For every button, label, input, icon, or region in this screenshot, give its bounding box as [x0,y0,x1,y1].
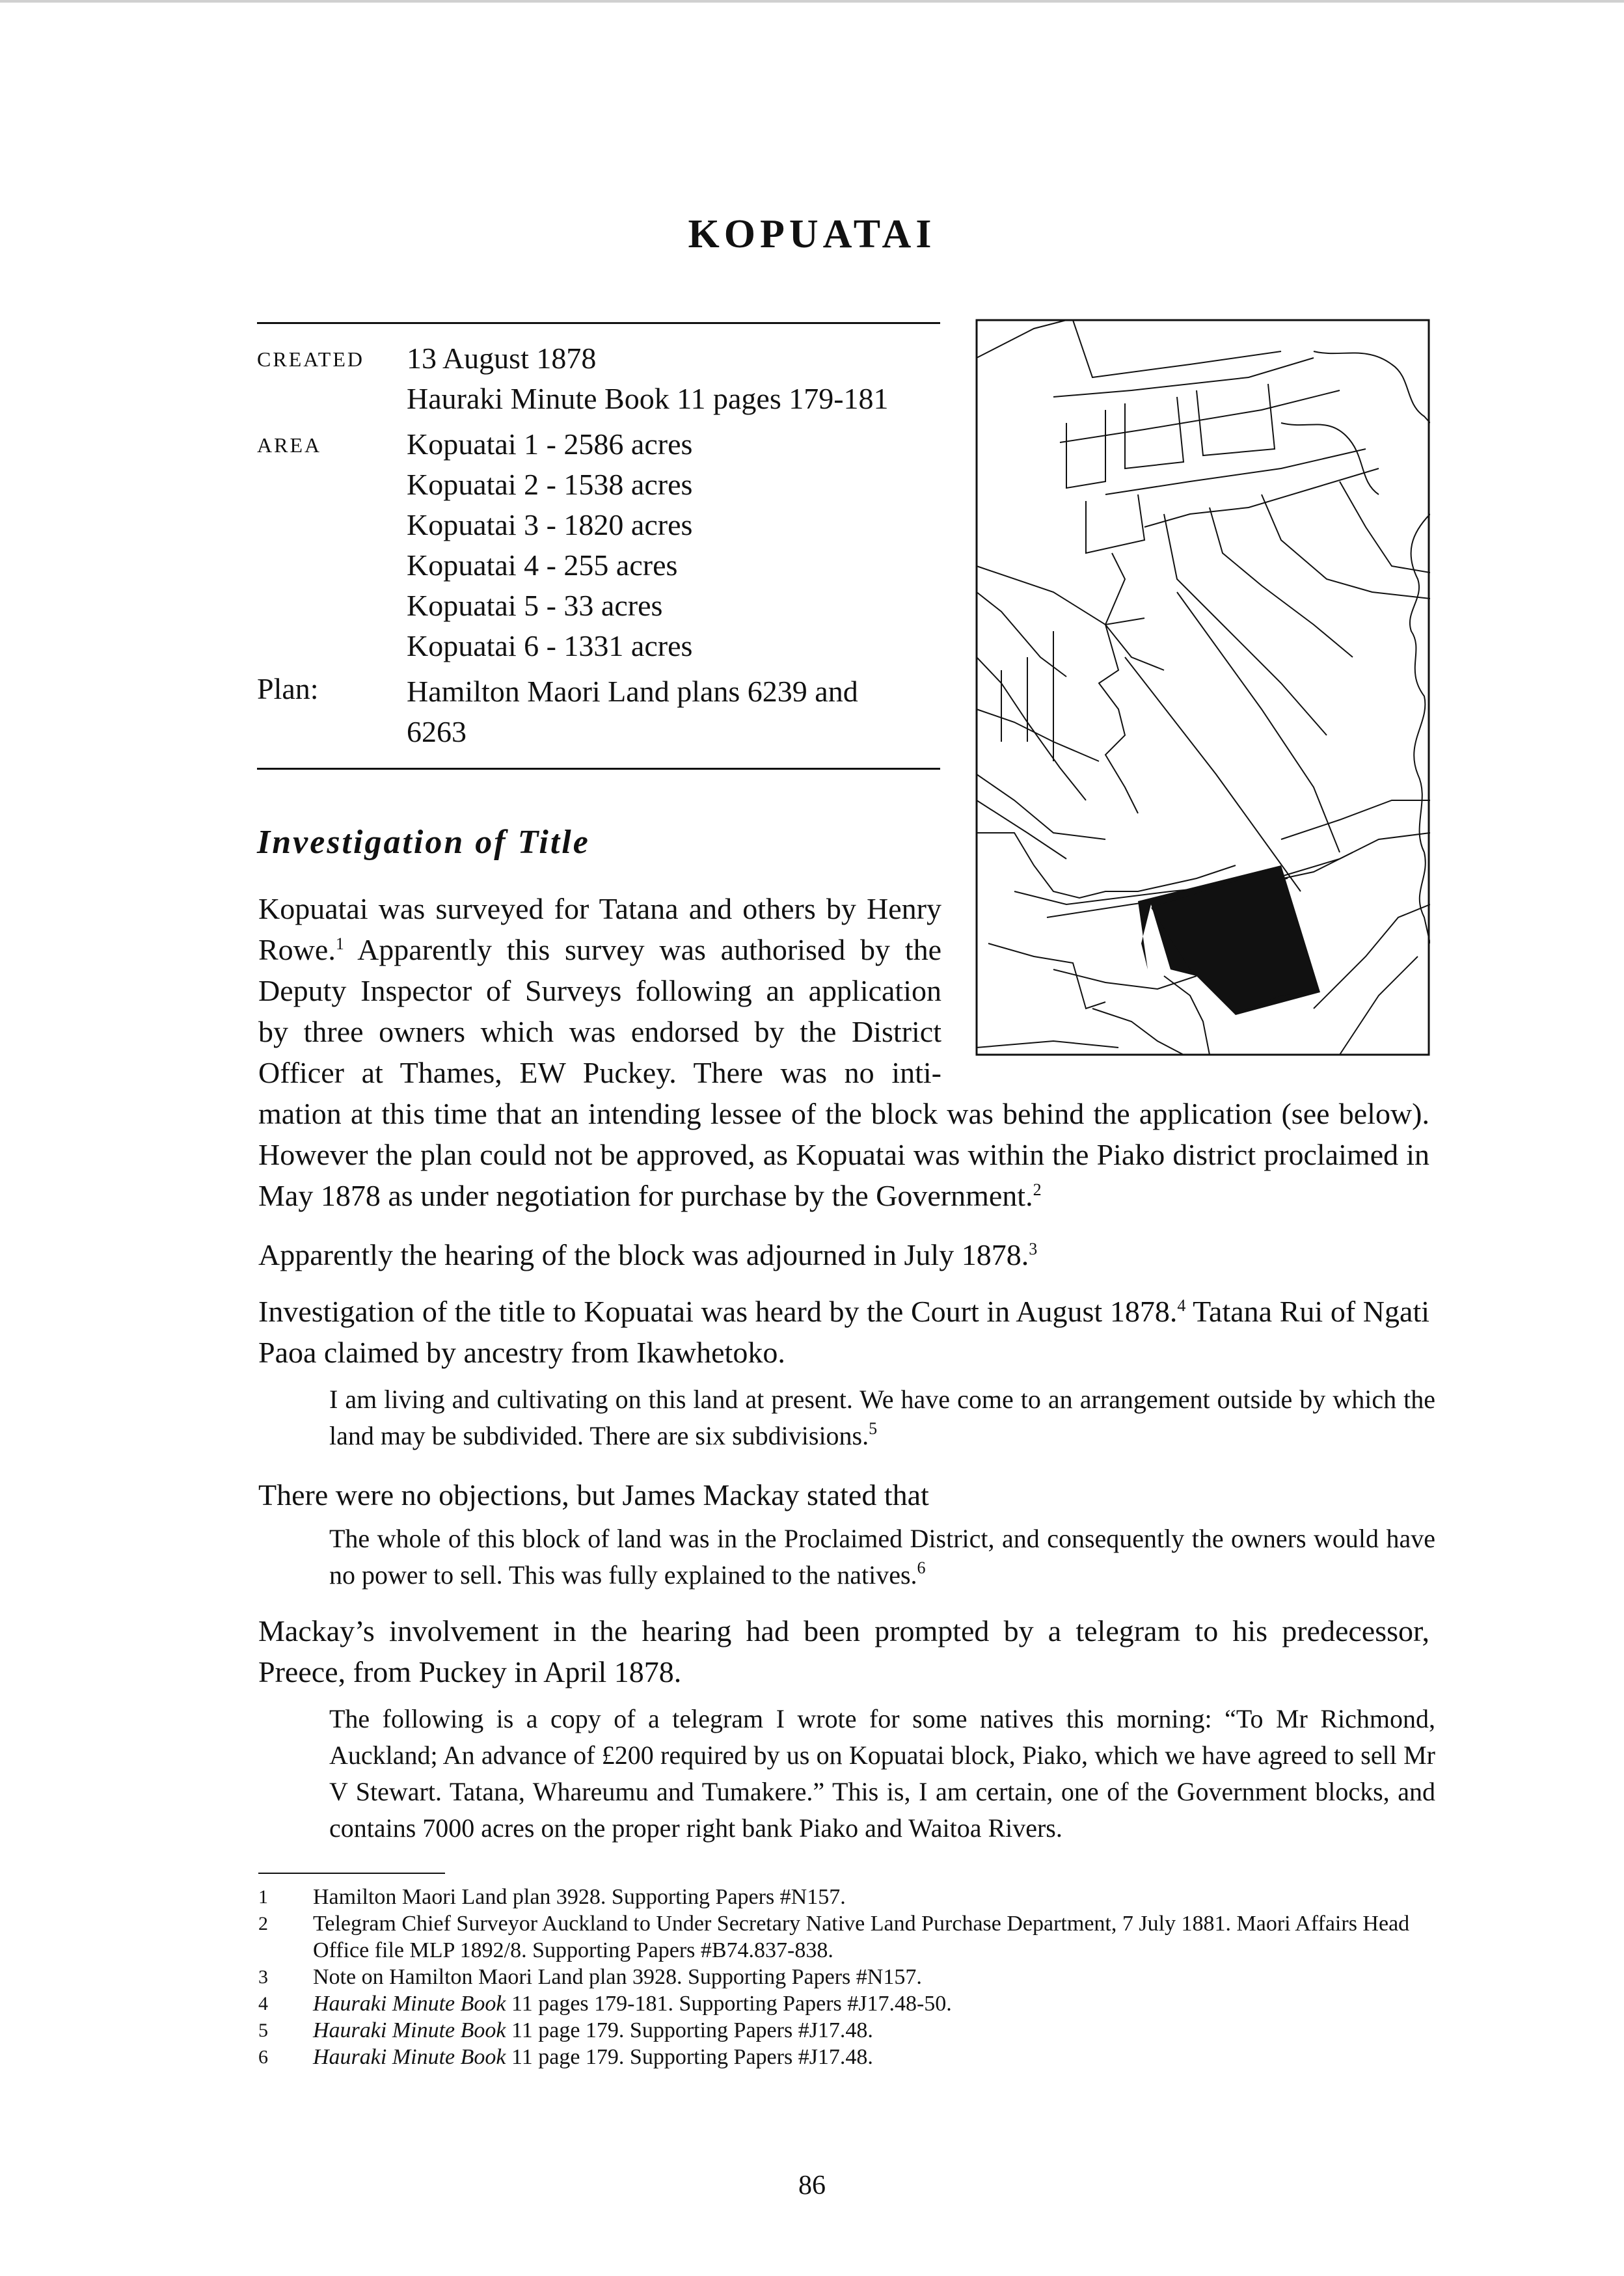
footnote-text: Note on Hamilton Maori Land plan 3928. Supporting Papers #N157. [313,1965,922,1989]
footnote-ref: 2 [1033,1180,1042,1199]
block-quote-telegram [329,1701,1435,1847]
footnote-number: 4 [258,1993,268,2014]
text-line: Deputy Inspector of Surveys following an application [258,974,941,1007]
text-span: mation at this time that an intending lessee of the block was behind the application (see below). However the plan could not be approved, as Kopuatai was within the Piako district proclaimed in May 1878 as under negotiation for purchase by the Government. [258,1097,1429,1212]
footnote-number: 6 [258,2046,268,2068]
body-paragraph-telegram [258,1610,1429,1692]
page-number: 86 [798,2171,826,2201]
footnote-number: 3 [258,1966,268,1988]
area-item: Kopuatai 1 - 2586 acres [407,427,693,461]
text-span: There were no objections, but James Mackay stated that [258,1478,929,1511]
text-span: I am living and cultivating on this land at present. We have come to an arrangement outside by which the land may be subdivided. There are six subdivisions. [329,1385,1435,1450]
footnote [258,1910,1442,1964]
area-label: AREA [257,433,322,457]
section-heading: Investigation of Title [257,824,590,861]
footnote-number: 5 [258,2020,268,2041]
block-location-map [975,319,1430,1056]
footnote-text: 11 pages 179-181. Supporting Papers #J17.48-50. [506,1992,952,2016]
footnote-text: Hamilton Maori Land plan 3928. Supporting Papers #N157. [313,1885,846,1909]
footnote-source-title: Hauraki Minute Book [313,2018,506,2042]
created-date: 13 August 1878 [407,342,597,375]
text-span: Apparently this survey was authorised by the [357,933,941,966]
plan-row [257,671,940,752]
footnote [258,2017,1442,2044]
footnote [258,1884,1442,1910]
plan-label: Plan: [257,672,319,705]
page-top-edge [0,0,1624,3]
footnotes [258,1884,1442,2070]
body-paragraph-adjourned [258,1234,1429,1275]
footnote-source-title: Hauraki Minute Book [313,1992,506,2016]
footnote-number: 2 [258,1913,268,1934]
created-label: CREATED [257,347,364,371]
footnote-text: Telegram Chief Surveyor Auckland to Under Secretary Native Land Purchase Department, 7 July 1881. Maori Affairs Head Office file MLP 1892/8. Supporting Papers #B74.837-838. [313,1912,1410,1962]
footnote-ref: 6 [917,1558,926,1577]
plan-line: Hamilton Maori Land plans 6239 and [407,675,858,708]
footnote-text: 11 page 179. Supporting Papers #J17.48. [506,2018,873,2042]
footnote [258,1990,1442,2017]
plan-line: 6263 [407,715,467,748]
text-span: Mackay’s involvement in the hearing had been prompted by a telegram to his predecessor, Preece, from Puckey in April 1878. [258,1614,1429,1688]
area-item: Kopuatai 6 - 1331 acres [407,629,693,662]
footnote-source-title: Hauraki Minute Book [313,2045,506,2069]
text-span: Tatana Rui of Ngati Paoa claimed by ancestry from Ikawhetoko. [258,1295,1430,1369]
footnote-ref: 3 [1029,1240,1038,1258]
footnote [258,1964,1442,1990]
footnote [258,2044,1442,2070]
text-span: Investigation of the title to Kopuatai was heard by the Court in August 1878. [258,1295,1178,1328]
created-source: Hauraki Minute Book 11 pages 179-181 [407,382,889,415]
area-item: Kopuatai 5 - 33 acres [407,589,663,622]
text-line: Officer at Thames, EW Puckey. There was no inti- [258,1056,941,1089]
text-line [258,929,941,970]
text-span: The following is a copy of a telegram I wrote for some natives this morning: “To Mr Richmond, Auckland; An advance of £200 required by us on Kopuatai block, Piako, which we have agreed to sell Mr V Stewart. Tatana, Whareumu and Tumakere.” This is, I am certain, one of the Government blocks, and contains 7000 acres on the proper right bank Piako and Waitoa Rivers. [329,1704,1435,1843]
block-summary [257,322,940,770]
text-span: Rowe. [258,933,336,966]
area-item: Kopuatai 3 - 1820 acres [407,508,693,541]
text-line: Kopuatai was surveyed for Tatana and others by Henry [258,892,941,925]
footnote-number: 1 [258,1886,268,1908]
block-quote-tatana [329,1381,1435,1454]
footnote-text: 11 page 179. Supporting Papers #J17.48. [506,2045,873,2069]
block-quote-mackay [329,1521,1435,1593]
area-item: Kopuatai 2 - 1538 acres [407,468,693,501]
page-title: KOPUATAI [688,212,936,256]
footnote-ref: 5 [869,1419,878,1438]
body-paragraph-intro-continued [258,1093,1429,1216]
footnote-ref: 4 [1177,1296,1186,1315]
text-span: Apparently the hearing of the block was adjourned in July 1878. [258,1238,1029,1271]
footnote-separator [258,1873,445,1874]
body-paragraph-objections [258,1474,1429,1515]
body-paragraph-investigation [258,1291,1429,1373]
area-item: Kopuatai 4 - 255 acres [407,549,678,582]
text-line: by three owners which was endorsed by the District [258,1015,941,1048]
summary-bottom-rule [257,768,940,770]
body-paragraph-intro [258,888,941,1093]
text-span: The whole of this block of land was in the Proclaimed District, and consequently the owners would have no power to sell. This was fully explained to the natives. [329,1524,1435,1590]
created-row [257,338,940,419]
footnote-ref: 1 [335,934,344,953]
area-row [257,424,940,666]
